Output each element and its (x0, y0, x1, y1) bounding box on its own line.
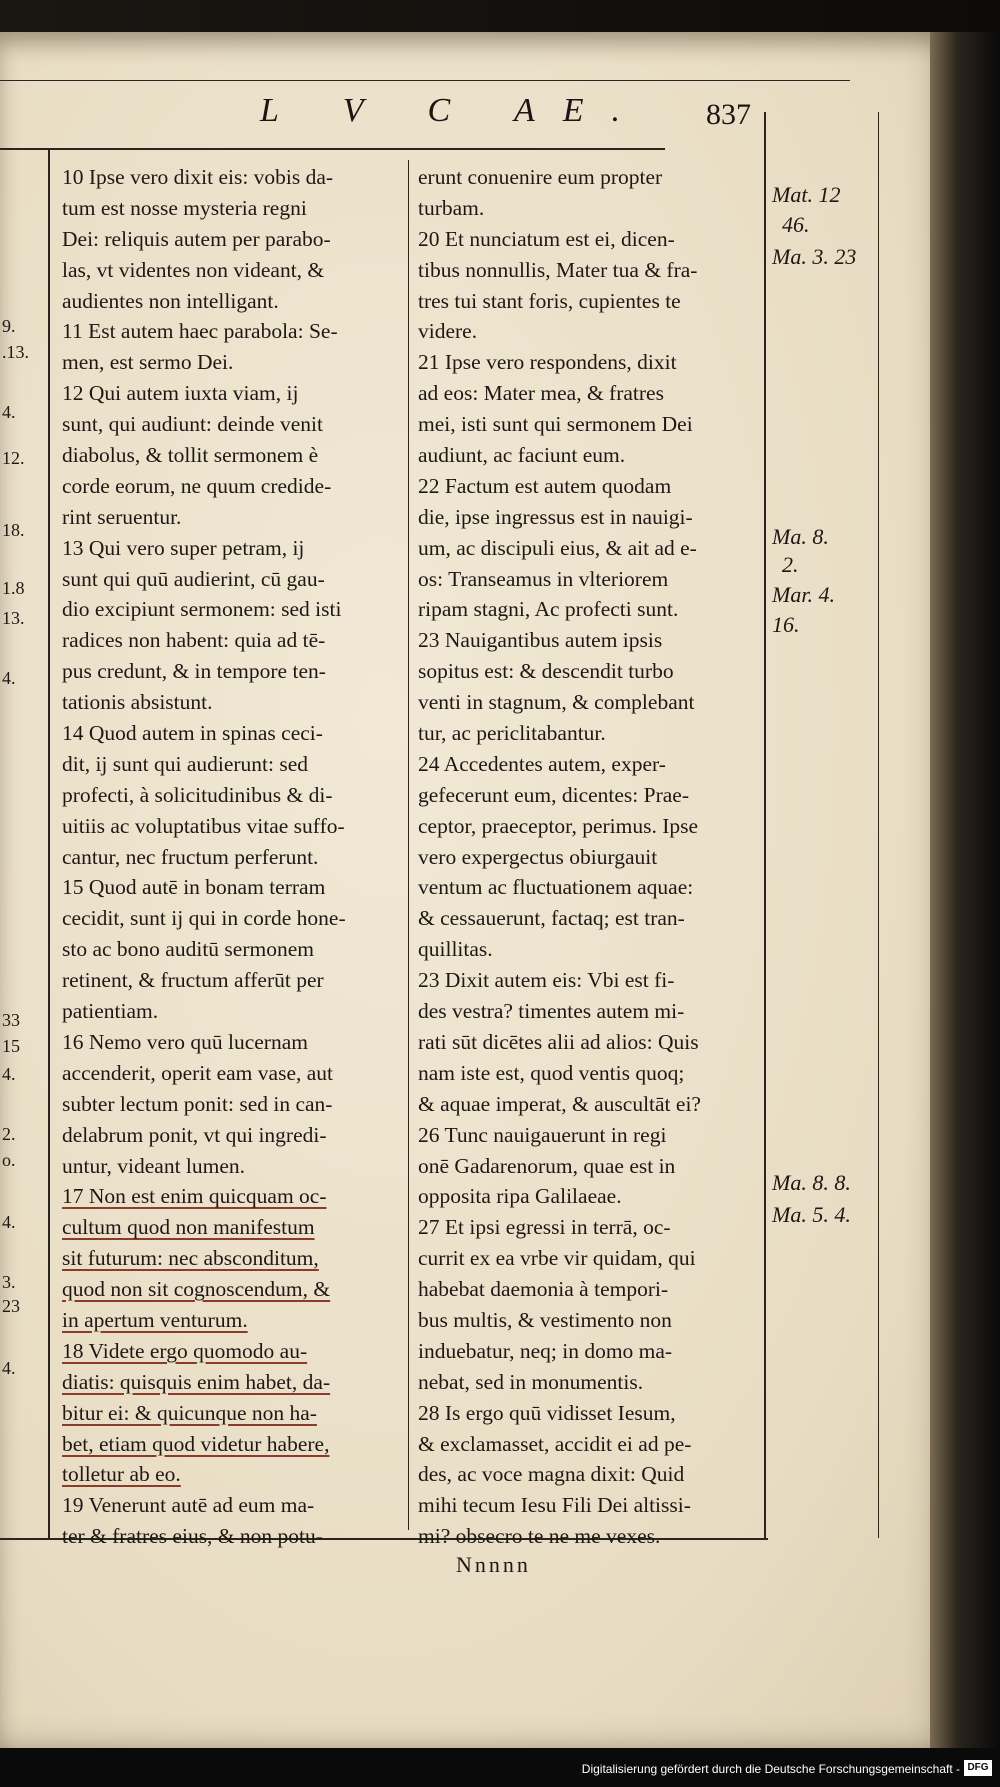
text-line: 17 Non est enim quicquam oc- (62, 1184, 327, 1209)
text-line: tur, ac periclitabantur. (418, 721, 606, 746)
text-line: ter & fratres eius, & non potu- (62, 1524, 323, 1549)
margin-reference: Ma. 3. 23 (772, 244, 857, 269)
text-line: ceptor, praeceptor, perimus. Ipse (418, 813, 699, 838)
text-line: diabolus, & tollit sermonem è (62, 443, 319, 468)
text-line: des vestra? timentes autem mi- (418, 999, 685, 1024)
text-line: quod non sit cognoscendum, & (62, 1277, 331, 1302)
margin-reference: 12. (2, 448, 25, 468)
text-line: subter lectum ponit: sed in can- (62, 1091, 333, 1116)
margin-reference: Ma. 8. (772, 524, 829, 549)
text-line: sunt, qui audiunt: deinde venit (62, 412, 323, 437)
text-line: um, ac discipuli eius, & ait ad e- (418, 535, 697, 560)
text-line: induebatur, neq; in domo ma- (418, 1338, 673, 1363)
text-line: 27 Et ipsi egressi in terrā, oc- (418, 1215, 671, 1240)
text-line: tres tui stant foris, cupientes te (418, 288, 681, 313)
footer-credit: Digitalisierung gefördert durch die Deutsche Forschungsgemeinschaft - (581, 1762, 960, 1776)
text-line: retinent, & fructum afferūt per (62, 968, 324, 993)
text-line: nebat, sed in monumentis. (418, 1369, 644, 1394)
text-line: Dei: reliquis autem per parabo- (62, 226, 331, 251)
margin-reference: o. (2, 1150, 16, 1170)
text-line: cantur, nec fructum perferunt. (62, 844, 319, 869)
text-line: 20 Et nunciatum est ei, dicen- (418, 226, 675, 251)
text-line: sunt qui quū audierint, cū gau- (62, 566, 325, 591)
margin-reference: 23 (2, 1296, 20, 1316)
text-line: opposita ripa Galilaeae. (418, 1184, 622, 1209)
column-divider (408, 160, 409, 1530)
margin-reference: 4. (2, 668, 16, 688)
text-line: tationis absistunt. (62, 690, 213, 715)
text-line: tolletur ab eo. (62, 1462, 181, 1487)
text-line: & cessauerunt, factaq; est tran- (418, 906, 685, 931)
text-line: men, est sermo Dei. (62, 350, 234, 375)
text-line: onē Gadarenorum, quae est in (418, 1153, 676, 1178)
text-line: & aquae imperat, & auscultāt ei? (418, 1091, 701, 1116)
text-line: diatis: quisquis enim habet, da- (62, 1369, 331, 1394)
text-line: 24 Accedentes autem, exper- (418, 751, 666, 776)
text-line: uitiis ac voluptatibus vitae suffo- (62, 813, 345, 838)
text-line: in apertum venturum. (62, 1307, 248, 1332)
text-line: rint seruentur. (62, 504, 182, 529)
left-column-rule (48, 148, 50, 1538)
text-line: rati sūt dicētes alii ad alios: Quis (418, 1029, 699, 1054)
header-rule (0, 148, 665, 150)
text-line: 23 Nauigantibus autem ipsis (418, 628, 663, 653)
margin-reference: 16. (772, 612, 800, 637)
text-line: sopitus est: & descendit turbo (418, 659, 674, 684)
right-column-rule (764, 112, 766, 1538)
text-line: die, ipse ingressus est in nauigi- (418, 504, 693, 529)
text-line: 21 Ipse vero respondens, dixit (418, 350, 677, 375)
text-line: erunt conuenire eum propter (418, 165, 663, 189)
text-line: 23 Dixit autem eis: Vbi est fi- (418, 968, 675, 993)
margin-reference: 2. (2, 1124, 16, 1144)
text-line: sit futurum: nec absconditum, (62, 1246, 319, 1271)
margin-reference: .13. (2, 342, 29, 362)
margin-reference: 4. (2, 1064, 16, 1084)
text-line: nam iste est, quod ventis quoq; (418, 1060, 685, 1085)
text-line: 10 Ipse vero dixit eis: vobis da- (62, 165, 334, 189)
margin-reference: Ma. 8. 8. (772, 1170, 851, 1195)
text-line: profecti, à solicitudinibus & di- (62, 782, 333, 807)
margin-reference: 1.8 (2, 578, 25, 598)
right-text-column (418, 162, 758, 1552)
text-line: mei, isti sunt qui sermonem Dei (418, 412, 693, 437)
left-text-column (62, 162, 400, 1552)
text-line: dio excipiunt sermonem: sed isti (62, 597, 342, 622)
text-line: accenderit, operit eam vase, aut (62, 1060, 333, 1085)
text-line: 28 Is ergo quū vidisset Iesum, (418, 1400, 676, 1425)
text-line: 13 Qui vero super petram, ij (62, 535, 305, 560)
text-line: radices non habent: quia ad tē- (62, 628, 326, 653)
text-line: 22 Factum est autem quodam (418, 473, 672, 498)
margin-reference: 46. (782, 212, 810, 237)
margin-reference: 13. (2, 608, 25, 628)
margin-reference: 9. (2, 316, 16, 336)
text-line: dit, ij sunt qui audierunt: sed (62, 751, 309, 776)
text-line: bitur ei: & quicunque non ha- (62, 1400, 317, 1425)
text-line: bus multis, & vestimento non (418, 1307, 672, 1332)
text-line: des, ac voce magna dixit: Quid (418, 1462, 685, 1487)
text-line: sto ac bono auditū sermonem (62, 937, 314, 962)
top-rule (0, 80, 850, 81)
page-edge (930, 32, 1000, 1748)
text-line: 16 Nemo vero quū lucernam (62, 1029, 308, 1054)
text-line: untur, videant lumen. (62, 1153, 246, 1178)
text-line: mihi tecum Iesu Fili Dei altissi- (418, 1493, 691, 1518)
text-line: 14 Quod autem in spinas ceci- (62, 721, 323, 746)
text-line: vero expergectus obiurgauit (418, 844, 658, 869)
margin-reference: 4. (2, 1358, 16, 1378)
text-line: venti in stagnum, & complebant (418, 690, 695, 715)
text-line: audiunt, ac faciunt eum. (418, 443, 626, 468)
margin-reference: 4. (2, 402, 16, 422)
running-title: L V C AE. (260, 92, 649, 129)
margin-reference: 3. (2, 1272, 16, 1292)
text-line: habebat daemonia à tempori- (418, 1277, 669, 1302)
text-line: patientiam. (62, 999, 159, 1024)
text-line: ad eos: Mater mea, & fratres (418, 381, 664, 406)
margin-reference: 18. (2, 520, 25, 540)
text-line: 19 Venerunt autē ad eum ma- (62, 1493, 315, 1518)
text-line: pus credunt, & in tempore ten- (62, 659, 326, 684)
text-line: ripam stagni, Ac profecti sunt. (418, 597, 679, 622)
margin-reference: Mar. 4. (772, 582, 835, 607)
text-line: delabrum ponit, vt qui ingredi- (62, 1122, 327, 1147)
text-line: gefecerunt eum, dicentes: Prae- (418, 782, 690, 807)
outer-margin-rule (878, 112, 879, 1538)
margin-reference: 15 (2, 1036, 20, 1056)
margin-reference: Mat. 12 (772, 182, 841, 207)
text-line: 18 Videte ergo quomodo au- (62, 1338, 308, 1363)
text-line: tibus nonnullis, Mater tua & fra- (418, 257, 698, 282)
text-line: os: Transeamus in vlteriorem (418, 566, 669, 591)
text-line: 12 Qui autem iuxta viam, ij (62, 381, 299, 406)
text-line: tum est nosse mysteria regni (62, 195, 307, 220)
text-line: videre. (418, 319, 478, 344)
dfg-logo: DFG (964, 1760, 992, 1776)
text-line: 11 Est autem haec parabola: Se- (62, 319, 338, 344)
text-line: & exclamasset, accidit ei ad pe- (418, 1431, 692, 1456)
text-line: 26 Tunc nauigauerunt in regi (418, 1122, 667, 1147)
signature-mark: Nnnnn (456, 1552, 531, 1577)
text-line: audientes non intelligant. (62, 288, 279, 313)
margin-reference: 2. (782, 552, 799, 577)
text-line: corde eorum, ne quum credide- (62, 473, 332, 498)
text-line: mi? obsecro te ne me vexes. (418, 1524, 661, 1549)
margin-reference: Ma. 5. 4. (772, 1202, 851, 1227)
text-line: las, vt videntes non videant, & (62, 257, 325, 282)
text-line: cecidit, sunt ij qui in corde hone- (62, 906, 346, 931)
page-number: 837 (706, 98, 751, 131)
margin-reference: 33 (2, 1010, 20, 1030)
text-line: bet, etiam quod videtur habere, (62, 1431, 330, 1456)
text-line: 15 Quod autē in bonam terram (62, 875, 326, 900)
text-line: turbam. (418, 195, 485, 220)
text-line: currit ex ea vrbe vir quidam, qui (418, 1246, 696, 1271)
text-line: ventum ac fluctuationem aquae: (418, 875, 694, 900)
text-line: quillitas. (418, 937, 493, 962)
text-line: cultum quod non manifestum (62, 1215, 315, 1240)
margin-reference: 4. (2, 1212, 16, 1232)
